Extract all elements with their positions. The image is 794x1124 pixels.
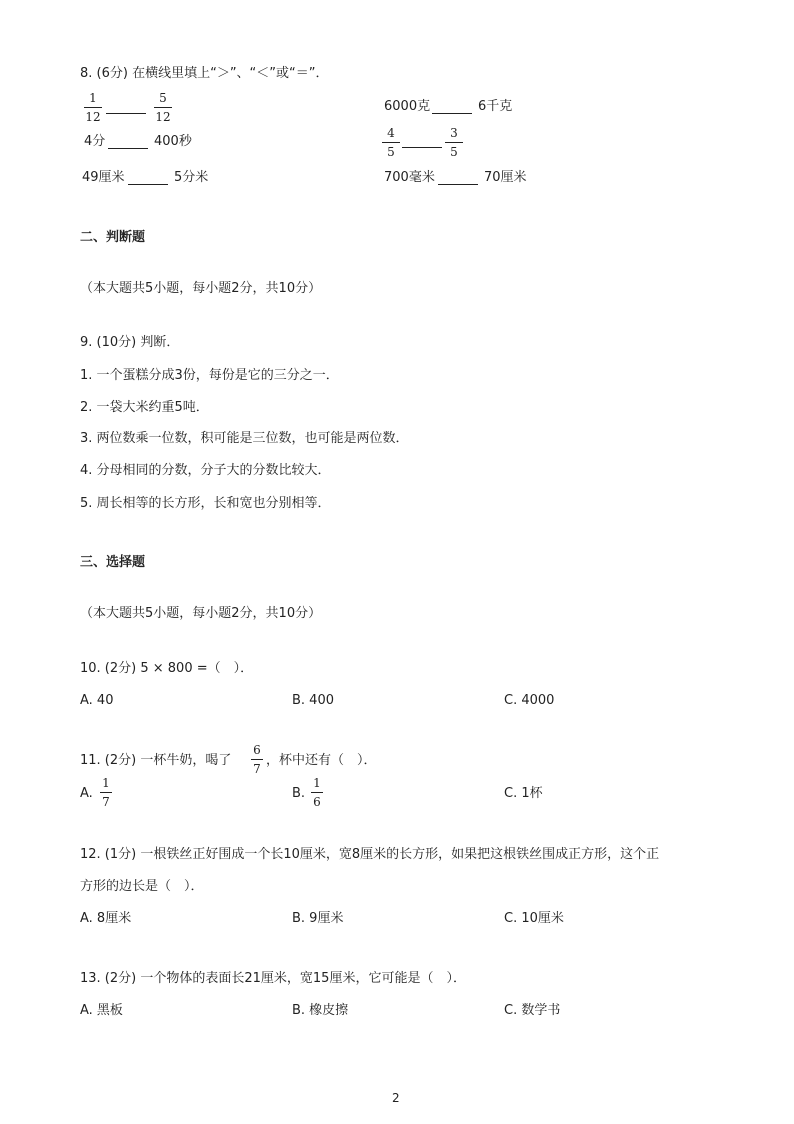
q8c-right: 400秒 (154, 134, 192, 149)
q8b-answer-blank[interactable] (432, 113, 472, 114)
q12-option-c[interactable]: C. 10厘米 (504, 911, 564, 926)
q8e-right: 5分米 (174, 170, 209, 185)
q10-stem: 10. (2分) 5 × 800 =（ ）． (80, 661, 254, 676)
q13-option-b[interactable]: B. 橡皮擦 (292, 1003, 349, 1018)
q8e-left: 49厘米 (82, 170, 125, 185)
q12-option-b[interactable]: B. 9厘米 (292, 911, 344, 926)
q8e-answer-blank[interactable] (128, 184, 168, 185)
q12-stem-line1: 12. (1分) 一根铁丝正好围成一个长10厘米，宽8厘米的长方形，如果把这根铁丝围成正方形，这个正 (80, 847, 660, 862)
q9-item-2: 2. 一袋大米约重5吨． (80, 400, 209, 415)
section2-note: （本大题共5小题，每小题2分，共10分） (80, 281, 322, 296)
q8b-right: 6千克 (478, 99, 513, 114)
q8a-right-fraction: 5 12 (155, 91, 171, 124)
q8b-left: 6000克 (384, 99, 431, 114)
q12-option-a[interactable]: A. 8厘米 (80, 911, 132, 926)
q8c-left: 4分 (84, 134, 106, 149)
q10-option-a[interactable]: A. 40 (80, 693, 114, 708)
q8d-left-fraction: 4 5 (382, 127, 400, 158)
section3-note: （本大题共5小题，每小题2分，共10分） (80, 606, 322, 621)
q13-stem: 13. (2分) 一个物体的表面长21厘米，宽15厘米，它可能是（ ）． (80, 971, 466, 986)
q8a-answer-blank[interactable] (106, 113, 146, 114)
q11-option-a-label[interactable]: A. (80, 786, 93, 801)
q10-option-c[interactable]: C. 4000 (504, 693, 555, 708)
q9-item-4: 4. 分母相同的分数，分子大的分数比较大． (80, 463, 331, 478)
q9-item-1: 1. 一个蛋糕分成3份，每份是它的三分之一． (80, 368, 339, 383)
q8f-right: 70厘米 (484, 170, 527, 185)
q9-item-5: 5. 周长相等的长方形，长和宽也分别相等． (80, 496, 331, 511)
q8a-left-fraction: 1 12 (85, 91, 101, 124)
q11-stem-fraction: 6 7 (251, 744, 263, 775)
q13-option-c[interactable]: C. 数学书 (504, 1003, 561, 1018)
q9-stem: 9. (10分) 判断． (80, 335, 180, 350)
q10-option-b[interactable]: B. 400 (292, 693, 334, 708)
q12-stem-line2: 方形的边长是（ ）． (80, 879, 204, 894)
q11-stem-post: ，杯中还有（ ）． (266, 753, 377, 768)
q8d-answer-blank[interactable] (402, 147, 442, 148)
q9-item-3: 3. 两位数乘一位数，积可能是三位数，也可能是两位数． (80, 431, 409, 446)
page-number: 2 (392, 1091, 400, 1105)
q8d-right-fraction: 3 5 (445, 127, 463, 158)
q8c-answer-blank[interactable] (108, 148, 148, 149)
q11-option-b-label[interactable]: B. (292, 786, 306, 801)
q11-option-c[interactable]: C. 1杯 (504, 786, 543, 801)
q11-option-b-fraction[interactable]: 1 6 (311, 777, 323, 808)
section2-title: 二、判断题 (80, 230, 146, 245)
q13-option-a[interactable]: A. 黑板 (80, 1003, 123, 1018)
q8-stem: 8. (6分) 在横线里填上“＞”、“＜”或“＝”． (80, 66, 329, 81)
section3-title: 三、选择题 (80, 555, 146, 570)
q8f-answer-blank[interactable] (438, 184, 478, 185)
q11-option-a-fraction[interactable]: 1 7 (100, 777, 112, 808)
q8f-left: 700毫米 (384, 170, 435, 185)
q11-stem-pre: 11. (2分) 一杯牛奶，喝了 (80, 753, 232, 768)
